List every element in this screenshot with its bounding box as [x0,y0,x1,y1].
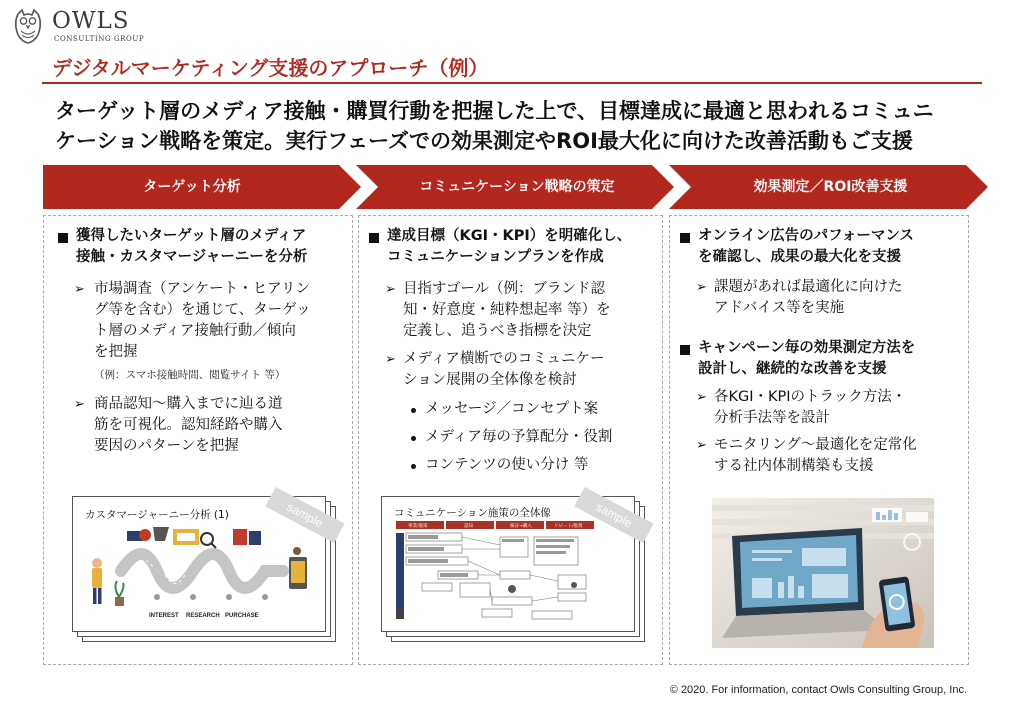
panel-heading [387,226,631,268]
diagram-header: 事業/施策 [408,524,428,529]
lead-line-2: ケーション戦略を策定。実行フェーズでの効果測定やROI最大化に向けた改善活動もご支援 [55,129,913,153]
arrow-bullet-icon: ➢ [385,282,396,297]
lead-text [55,96,985,156]
arrow-bullet-icon: ➢ [385,352,396,367]
diagram-header: リピート/推奨 [554,524,583,529]
panel-target-analysis [43,215,353,665]
item-line: アドバイス等を実施 [714,300,845,316]
bullet-dot-icon [411,408,416,413]
arrow-bullet-icon: ➢ [696,390,707,405]
list-item [714,277,903,319]
bullet-item: メッセージ／コンセプト案 [425,401,599,417]
panel-heading [698,226,914,268]
phase-measurement-roi [669,165,988,209]
heading-line: コミュニケーションプランを作成 [387,249,604,265]
owl-logo-icon [8,6,48,46]
stage-label: RESEARCH [186,613,220,619]
phase-chevrons [43,165,988,209]
copyright-footer: © 2020. For information, contact Owls Consulting Group, Inc. [669,684,967,696]
diagram-header: 検討→購入 [510,524,532,529]
heading-square-icon [680,345,690,355]
card-title: カスタマージャーニー分析 (1) [85,509,229,521]
list-item [403,349,605,391]
phase-communication-strategy [356,165,674,209]
panel-measurement-roi [669,215,969,665]
item-line: メディア横断でのコミュニケー [403,351,605,367]
item-line: グ等を含む）を通じて、ターゲッ [94,302,311,318]
panel-heading [76,226,307,268]
item-line: 定義し、追うべき指標を決定 [403,323,592,339]
stage-label: INTEREST [149,613,179,619]
list-item [714,435,917,477]
item-line: ト層のメディア接触行動／傾向 [94,323,296,339]
heading-line: 設計し、継続的な改善を支援 [698,361,887,377]
item-line: 商品認知～購入までに辿る道 [94,396,283,412]
phase-label: コミュニケーション戦略の策定 [419,179,615,195]
bullet-dot-icon [411,464,416,469]
item-line: 要因のパターンを把握 [94,438,239,454]
heading-square-icon [680,233,690,243]
heading-line: キャンペーン毎の効果測定方法を [698,340,916,356]
list-item [403,279,611,342]
heading-line: オンライン広告のパフォーマンス [698,228,914,244]
item-line: 各KGI・KPIのトラック方法・ [714,389,907,405]
heading-line: 獲得したいターゲット層のメディア [76,228,307,244]
list-item [714,387,906,429]
bullet-item: コンテンツの使い分け 等 [425,457,589,473]
item-line: モニタリング～最適化を定常化 [714,437,917,453]
item-line: 市場調査（アンケート・ヒアリン [94,281,311,297]
heading-line: を確認し、成果の最大化を支援 [698,249,901,265]
stage-label: PURCHASE [225,613,259,619]
phase-label: 効果測定／ROI改善支援 [753,179,908,195]
list-item [94,394,283,457]
sample-tag: sample [265,487,344,543]
brand-name: OWLS [52,8,130,34]
heading-line: 達成目標（KGI・KPI）を明確化し、 [387,228,632,244]
phase-label: ターゲット分析 [143,179,241,195]
brand-sub: CONSULTING GROUP [54,35,145,43]
sample-tag: sample [574,487,653,543]
heading-square-icon [58,233,68,243]
item-line: する社内体制構築も支援 [714,458,874,474]
item-line: 目指すゴール（例：ブランド認 [403,281,605,297]
item-line: を把握 [94,344,138,360]
arrow-bullet-icon: ➢ [74,397,85,412]
company-logo [8,6,168,46]
item-line: ション展開の全体像を検討 [403,372,577,388]
analytics-photo [712,498,934,648]
item-line: 筋を可視化。認知経路や購入 [94,417,283,433]
example-note: （例：スマホ接触時間、閲覧サイト 等） [94,369,286,381]
phase-target-analysis [43,165,361,209]
arrow-bullet-icon: ➢ [696,438,707,453]
item-line: 課題があれば最適化に向けた [714,279,903,295]
arrow-bullet-icon: ➢ [74,282,85,297]
panel-heading [698,338,915,380]
customer-journey-sample [72,496,342,646]
heading-square-icon [369,233,379,243]
item-line: 分析手法等を設計 [714,410,830,426]
bullet-dot-icon [411,436,416,441]
heading-line: 接触・カスタマージャーニーを分析 [76,249,308,265]
communication-plan-sample [381,496,651,646]
title-underline [42,82,982,84]
page-title: デジタルマーケティング支援のアプローチ（例） [52,56,489,80]
lead-line-1: ターゲット層のメディア接触・購買行動を把握した上で、目標達成に最適と思われるコミュニ [55,99,934,123]
arrow-bullet-icon: ➢ [696,280,707,295]
bullet-item: メディア毎の予算配分・役割 [425,429,613,445]
item-line: 知・好意度・純粋想起率 等）を [403,302,611,318]
diagram-header: 認知 [464,524,473,529]
card-title: コミュニケーション施策の全体像 [394,507,551,519]
panel-communication-strategy [358,215,663,665]
list-item [94,279,311,363]
